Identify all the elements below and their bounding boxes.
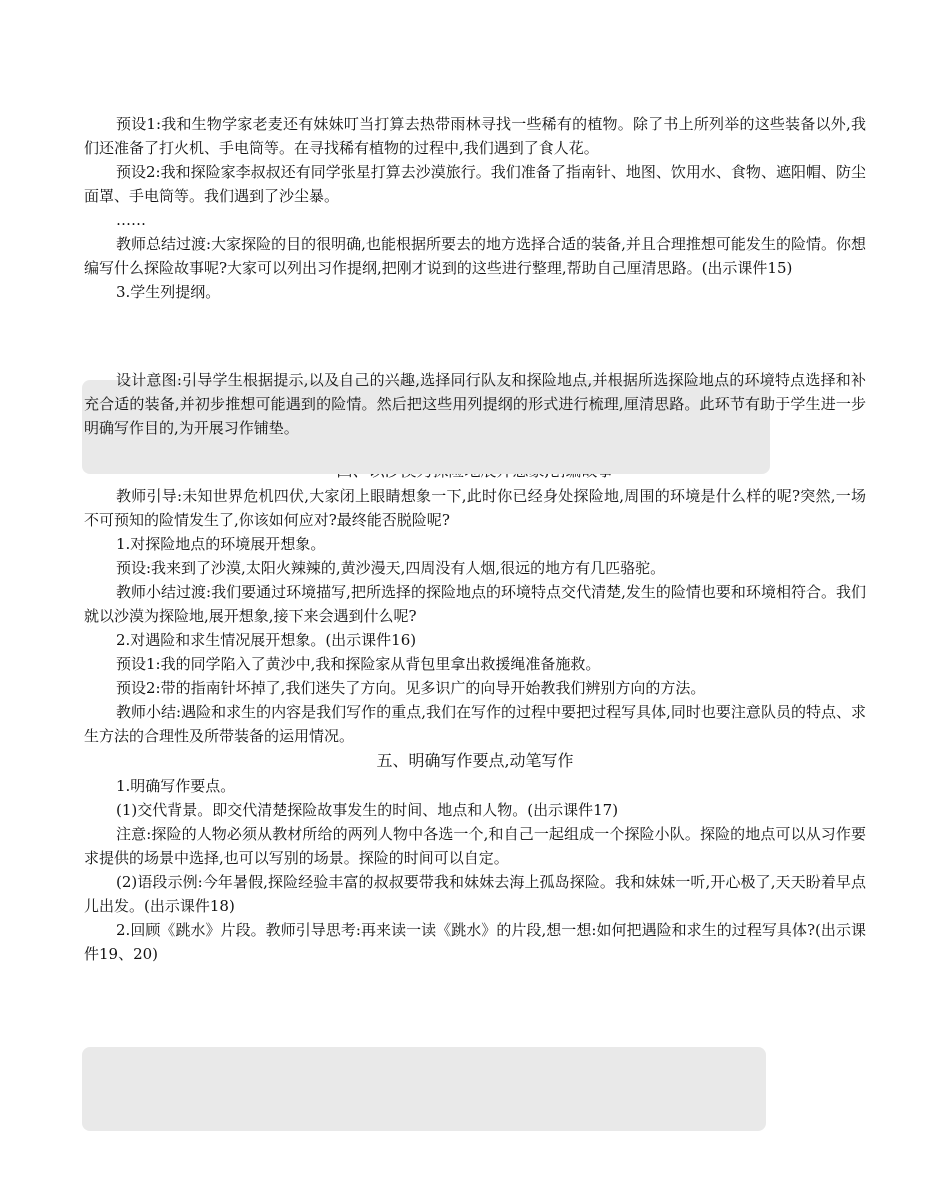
spacer [84,304,866,368]
paragraph-step-3: 3.学生列提纲。 [116,283,221,301]
paragraph-background: (1)交代背景。即交代清楚探险故事发生的时间、地点和人物。(出示课件17) [116,801,619,819]
paragraph-env-imagine: 1.对探险地点的环境展开想象。 [116,535,326,553]
paragraph-teacher-summary: 教师总结过渡:大家探险的目的很明确,也能根据所要去的地方选择合适的装备,并且合理推想可能发生的险情。你想编写什么探险故事呢?大家可以列出习作提纲,把刚才说到的这些进行整理,帮助自己厘清思路。(出示课件15) [84,235,866,277]
paragraph-preset-2: 预设2:我和探险家李叔叔还有同学张星打算去沙漠旅行。我们准备了指南针、地图、饮用水、食物、遮阳帽、防尘面罩、手电筒等。我们遇到了沙尘暴。 [84,163,866,205]
design-note-text: 设计意图:引导学生根据提示,以及自己的兴趣,选择同行队友和探险地点,并根据所选探险地点的环境特点选择和补充合适的装备,并初步推想可能遇到的险情。然后把这些用列提纲的形式进行梳理,厘清思路。此环节有助于学生进一步明确写作目的,为开展习作铺垫。 [84,371,866,437]
document-page [84,112,866,966]
paragraph-teacher-guide: 教师引导:未知世界危机四伏,大家闭上眼睛想象一下,此时你已经身处探险地,周围的环境是什么样的呢?突然,一场不可预知的险情发生了,你该如何应对?最终能否脱险呢? [84,487,866,529]
paragraph-note: 注意:探险的人物必须从教材所给的两列人物中各选一个,和自己一起组成一个探险小队。探险的地点可以从习作要求提供的场景中选择,也可以写别的场景。探险的时间可以自定。 [84,825,866,867]
paragraph-writing-points: 1.明确写作要点。 [116,777,236,795]
paragraph-danger-imagine: 2.对遇险和求生情况展开想象。(出示课件16) [116,631,417,649]
paragraph-review: 2.回顾《跳水》片段。教师引导思考:再来读一读《跳水》的片段,想一想:如何把遇险和求生的过程写具体?(出示课件19、20) [84,921,866,963]
design-note-box [84,368,866,440]
empty-shaded-box [82,1047,766,1131]
paragraph-transition: 教师小结过渡:我们要通过环境描写,把所选择的探险地点的环境特点交代清楚,发生的险情也要和环境相符合。我们就以沙漠为探险地,展开想象,接下来会遇到什么呢? [84,583,866,625]
paragraph-teacher-conclusion: 教师小结:遇险和求生的内容是我们写作的重点,我们在写作的过程中要把过程写具体,同时也要注意队员的特点、求生方法的合理性及所带装备的运用情况。 [84,703,866,745]
paragraph-env-preset: 预设:我来到了沙漠,太阳火辣辣的,黄沙漫天,四周没有人烟,很远的地方有几匹骆驼。 [116,559,666,577]
paragraph-preset-1: 预设1:我和生物学家老麦还有妹妹叮当打算去热带雨林寻找一些稀有的植物。除了书上所列举的这些装备以外,我们还准备了打火机、手电筒等。在寻找稀有植物的过程中,我们遇到了食人花。 [84,115,866,157]
paragraph-example: (2)语段示例:今年暑假,探险经验丰富的叔叔要带我和妹妹去海上孤岛探险。我和妹妹一听,开心极了,天天盼着早点儿出发。(出示课件18) [84,873,866,915]
section-5-heading: 五、明确写作要点,动笔写作 [376,751,574,770]
paragraph-danger-preset-2: 预设2:带的指南针坏掉了,我们迷失了方向。见多识广的向导开始教我们辨别方向的方法。 [116,679,706,697]
paragraph-ellipsis: …… [116,211,146,229]
paragraph-danger-preset-1: 预设1:我的同学陷入了黄沙中,我和探险家从背包里拿出救援绳准备施救。 [116,655,601,673]
